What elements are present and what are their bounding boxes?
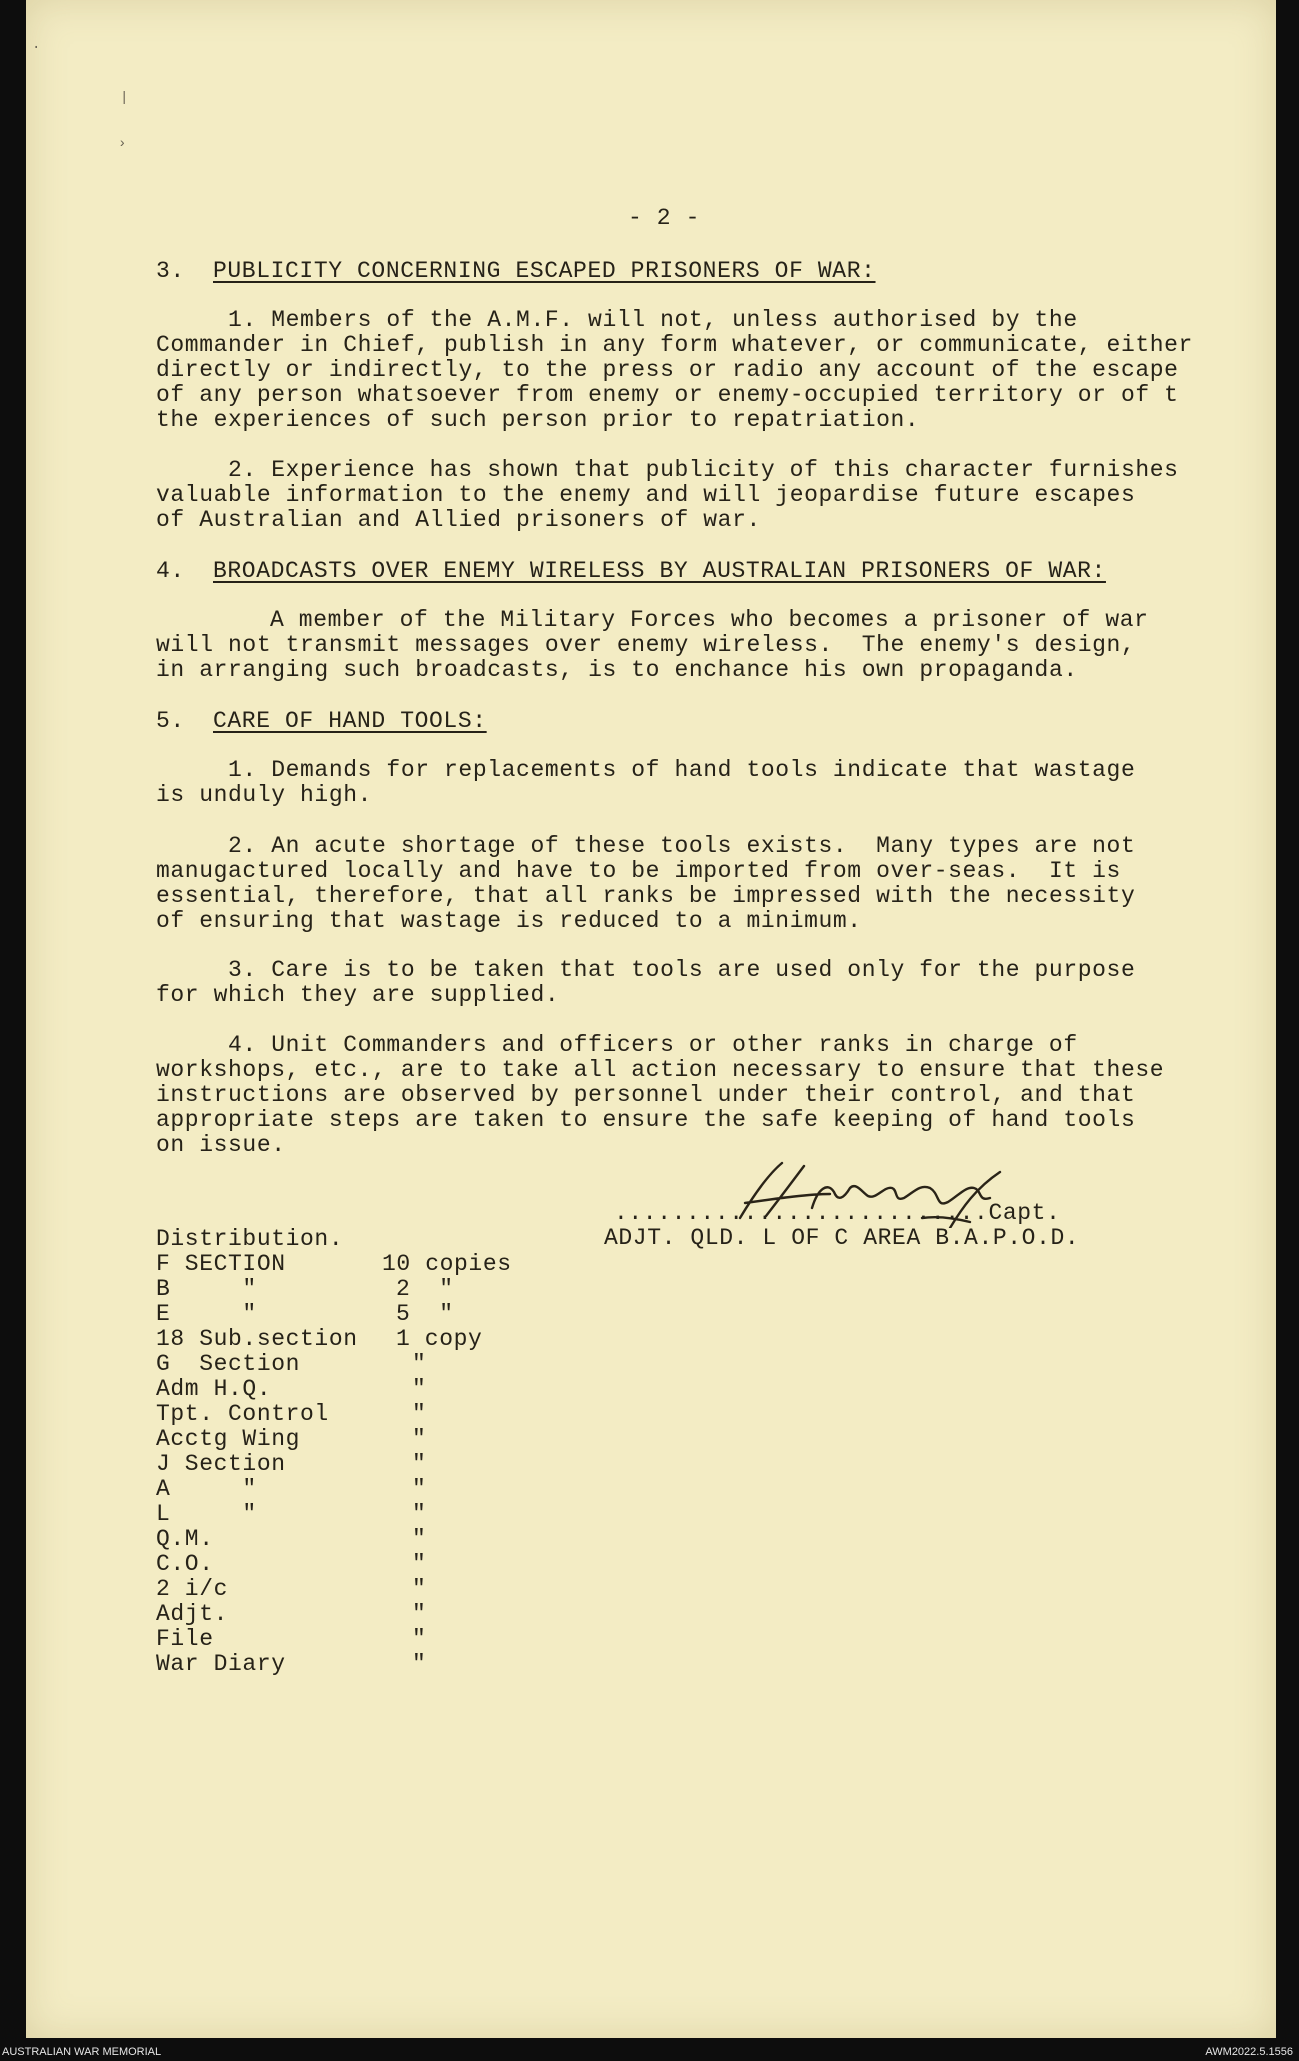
punch-mark: · [32,40,41,56]
distribution-name: Q.M. [156,1526,214,1552]
paragraph-line: of ensuring that wastage is reduced to a minimum. [156,908,862,934]
page-number: - 2 - [628,205,701,231]
paragraph-line: 2. Experience has shown that publicity of this character furnishes [228,457,1179,483]
paragraph-line: 3. Care is to be taken that tools are used only for the purpose [228,957,1136,983]
distribution-name: File [156,1626,214,1652]
paragraph-line: the experiences of such person prior to repatriation. [156,407,920,433]
distribution-qty: " [412,1501,427,1527]
paragraph-line: appropriate steps are taken to ensure the safe keeping of hand tools [156,1107,1136,1133]
distribution-name: Acctg Wing [156,1426,301,1452]
distribution-qty: " [412,1351,427,1377]
distribution-name: 18 Sub.section [156,1326,358,1352]
distribution-name: War Diary [156,1651,286,1677]
distribution-name: J Section [156,1451,286,1477]
distribution-qty: 1 copy [396,1326,483,1352]
paragraph-line: valuable information to the enemy and will jeopardise future escapes [156,482,1136,508]
footer-accession-number: AWM2022.5.1556 [1205,2046,1293,2058]
distribution-name: A " [156,1476,257,1502]
section-number: 5. [156,708,185,734]
distribution-name: E " [156,1301,257,1327]
paragraph-line: 4. Unit Commanders and officers or other ranks in charge of [228,1032,1078,1058]
section-heading: PUBLICITY CONCERNING ESCAPED PRISONERS OF WAR: [213,258,876,284]
distribution-qty: " [412,1376,427,1402]
distribution-qty: 10 copies [382,1251,512,1277]
paragraph-line: A member of the Military Forces who becomes a prisoner of war [270,607,1149,633]
paragraph-line: workshops, etc., are to take all action necessary to ensure that these [156,1057,1165,1083]
paragraph-line: 2. An acute shortage of these tools exists. Many types are not [228,833,1136,859]
paragraph-line: on issue. [156,1132,286,1158]
distribution-qty: " [412,1451,427,1477]
distribution-qty: " [412,1576,427,1602]
paragraph-line: 1. Demands for replacements of hand tools indicate that wastage [228,757,1136,783]
distribution-name: C.O. [156,1551,214,1577]
punch-mark: › [118,136,127,152]
footer-institution: AUSTRALIAN WAR MEMORIAL [2,2046,162,2058]
document-page [26,0,1276,2038]
paragraph-line: essential, therefore, that all ranks be impressed with the necessity [156,883,1136,909]
distribution-name: 2 i/c [156,1576,229,1602]
distribution-name: Adjt. [156,1601,229,1627]
paragraph-line: of any person whatsoever from enemy or enemy-occupied territory or of t [156,382,1179,408]
distribution-qty: 2 " [396,1276,454,1302]
distribution-name: L " [156,1501,257,1527]
distribution-qty: 5 " [396,1301,454,1327]
signature-dots-line: ..........................Capt. [614,1200,1061,1226]
distribution-qty: " [412,1651,427,1677]
paragraph-line: will not transmit messages over enemy wireless. The enemy's design, [156,632,1136,658]
paragraph-line: is unduly high. [156,782,373,808]
paragraph-line: of Australian and Allied prisoners of war. [156,507,761,533]
distribution-qty: " [412,1551,427,1577]
signatory-title: ADJT. QLD. L OF C AREA B.A.P.O.D. [604,1225,1080,1251]
distribution-name: F SECTION [156,1251,286,1277]
distribution-qty: " [412,1476,427,1502]
paragraph-line: directly or indirectly, to the press or radio any account of the escape [156,357,1179,383]
distribution-qty: " [412,1426,427,1452]
paragraph-line: 1. Members of the A.M.F. will not, unless authorised by the [228,307,1078,333]
paragraph-line: manugactured locally and have to be imported from over-seas. It is [156,858,1121,884]
distribution-qty: " [412,1401,427,1427]
distribution-qty: " [412,1601,427,1627]
distribution-name: Adm H.Q. [156,1376,272,1402]
distribution-name: Tpt. Control [156,1401,329,1427]
paragraph-line: in arranging such broadcasts, is to enchance his own propaganda. [156,657,1078,683]
section-number: 3. [156,258,185,284]
paragraph-line: Commander in Chief, publish in any form whatever, or communicate, either [156,332,1193,358]
section-number: 4. [156,558,185,584]
section-heading: BROADCASTS OVER ENEMY WIRELESS BY AUSTRALIAN PRISONERS OF WAR: [213,558,1106,584]
paragraph-line: instructions are observed by personnel under their control, and that [156,1082,1136,1108]
distribution-name: G Section [156,1351,301,1377]
section-heading: CARE OF HAND TOOLS: [213,708,487,734]
punch-mark: | [120,90,129,106]
distribution-qty: " [412,1526,427,1552]
distribution-qty: " [412,1626,427,1652]
distribution-title: Distribution. [156,1226,344,1252]
paragraph-line: for which they are supplied. [156,982,560,1008]
distribution-name: B " [156,1276,257,1302]
